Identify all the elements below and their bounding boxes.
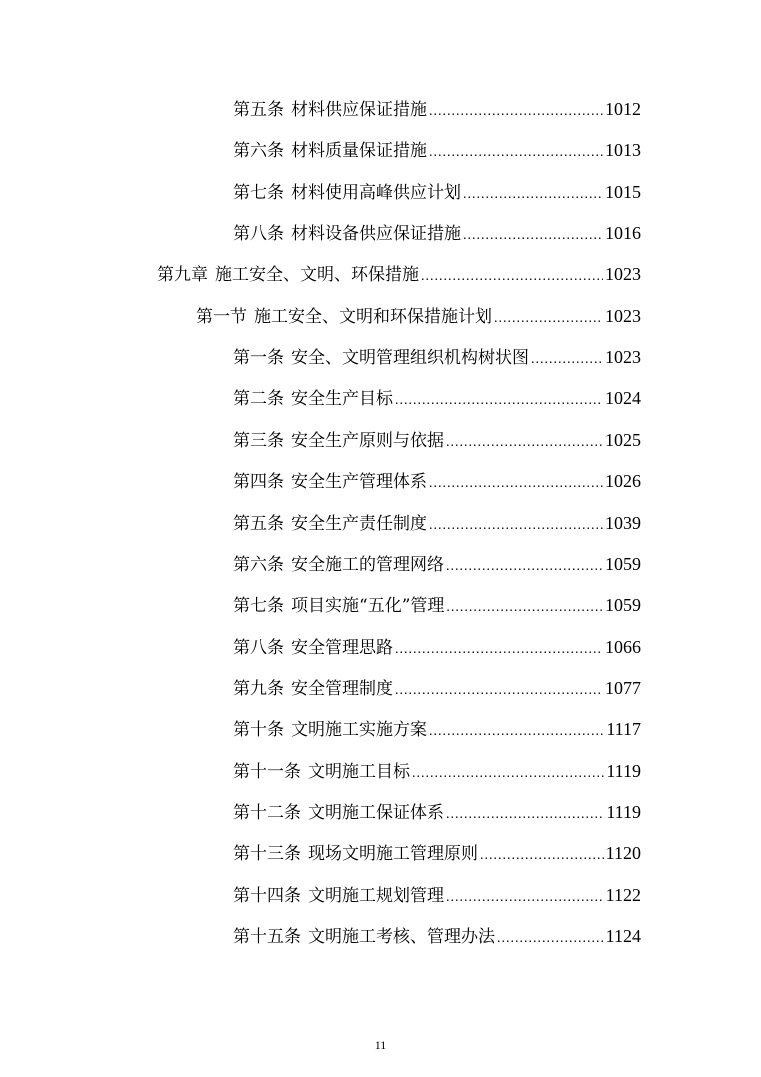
toc-dot-leader xyxy=(446,595,603,621)
toc-entry-page-number: 1023 xyxy=(605,347,641,368)
toc-entry[interactable] xyxy=(233,344,641,370)
toc-entry-page-number: 1024 xyxy=(605,388,641,409)
toc-entry-label: 第八条 xyxy=(233,637,284,658)
toc-entry-label: 第十二条 xyxy=(233,802,301,823)
toc-entry[interactable] xyxy=(233,179,641,205)
toc-entry[interactable] xyxy=(233,510,641,536)
toc-entry-page-number: 1120 xyxy=(605,843,641,864)
toc-entry[interactable] xyxy=(233,840,641,866)
toc-entry[interactable] xyxy=(157,261,641,287)
toc-entry-title: 安全管理思路 xyxy=(291,637,393,658)
toc-entry-label: 第五条 xyxy=(233,513,284,534)
toc-entry-title: 安全生产原则与依据 xyxy=(291,430,444,451)
toc-dot-leader xyxy=(494,306,603,332)
toc-dot-leader xyxy=(463,223,603,249)
toc-dot-leader xyxy=(429,719,604,745)
toc-entry-label: 第十五条 xyxy=(233,927,301,947)
toc-entry-label: 第二条 xyxy=(233,389,284,410)
toc-entry-title: 文明施工保证体系 xyxy=(308,802,444,823)
toc-entry-label: 第十四条 xyxy=(233,885,301,906)
toc-entry-page-number: 1025 xyxy=(605,429,641,450)
toc-entry-title: 文明施工考核、管理办法 xyxy=(308,927,495,947)
toc-entry-title: 材料设备供应保证措施 xyxy=(291,224,461,245)
toc-entry-label: 第八条 xyxy=(233,224,284,245)
toc-entry-title: 材料供应保证措施 xyxy=(291,100,427,120)
toc-dot-leader xyxy=(531,347,603,373)
toc-entry-title: 施工安全、文明和环保措施计划 xyxy=(254,306,492,327)
toc-entry-title: 项目实施“五化”管理 xyxy=(291,596,445,617)
toc-dot-leader xyxy=(446,554,603,580)
page-number: 11 xyxy=(374,1038,387,1052)
toc-dot-leader xyxy=(429,513,603,539)
toc-dot-leader xyxy=(446,802,604,828)
toc-entry-label: 第九条 xyxy=(233,678,284,699)
toc-dot-leader xyxy=(421,264,603,290)
toc-entry-title: 材料质量保证措施 xyxy=(291,141,427,162)
toc-entry-page-number: 1119 xyxy=(606,801,641,822)
toc-entry-label: 第十一条 xyxy=(233,761,301,782)
toc-entry-title: 施工安全、文明、环保措施 xyxy=(215,265,419,286)
toc-entry-page-number: 1013 xyxy=(605,140,641,161)
toc-entry-title: 安全生产管理体系 xyxy=(291,472,427,493)
toc-entry[interactable] xyxy=(233,385,641,411)
toc-dot-leader xyxy=(395,388,603,414)
toc-entry-title: 文明施工实施方案 xyxy=(291,720,427,741)
toc-entry-page-number: 1026 xyxy=(605,471,641,492)
toc-entry-label: 第七条 xyxy=(233,182,284,203)
toc-entry-title: 文明施工目标 xyxy=(308,761,410,782)
toc-entry-title: 安全管理制度 xyxy=(291,678,393,699)
toc-entry-label: 第六条 xyxy=(233,141,284,162)
toc-entry[interactable] xyxy=(233,882,641,908)
toc-dot-leader xyxy=(480,843,604,869)
toc-entry[interactable] xyxy=(233,716,641,742)
toc-entry[interactable] xyxy=(233,634,641,660)
toc-entry-title: 现场文明施工管理原则 xyxy=(308,844,478,865)
toc-entry-label: 第九章 xyxy=(157,265,208,286)
toc-dot-leader xyxy=(497,926,604,952)
toc-entry-page-number: 1066 xyxy=(605,636,641,657)
toc-entry-page-number: 1119 xyxy=(606,760,641,781)
toc-dot-leader xyxy=(429,471,603,497)
toc-dot-leader xyxy=(463,182,603,208)
toc-dot-leader xyxy=(412,761,604,787)
toc-entry[interactable] xyxy=(233,137,641,163)
toc-dot-leader xyxy=(395,678,603,704)
toc-entry-page-number: 1077 xyxy=(605,677,641,698)
toc-entry-title: 安全施工的管理网络 xyxy=(291,554,444,575)
toc-entry-label: 第七条 xyxy=(233,596,284,617)
toc-entry-page-number: 1059 xyxy=(605,553,641,574)
toc-entry-label: 第一节 xyxy=(196,306,247,327)
toc-entry[interactable] xyxy=(233,592,641,618)
toc-entry-page-number: 1023 xyxy=(605,264,641,285)
toc-entry-page-number: 1059 xyxy=(605,595,641,616)
toc-entry-label: 第十条 xyxy=(233,720,284,741)
toc-entry-title: 安全生产目标 xyxy=(291,389,393,410)
toc-entry[interactable] xyxy=(233,799,641,825)
toc-entry-label: 第四条 xyxy=(233,472,284,493)
toc-entry-page-number: 1039 xyxy=(605,512,641,533)
toc-entry-label: 第六条 xyxy=(233,554,284,575)
toc-dot-leader xyxy=(395,637,603,663)
toc-entry[interactable] xyxy=(233,758,641,784)
toc-entry-title: 安全生产责任制度 xyxy=(291,513,427,534)
toc-dot-leader xyxy=(429,140,603,166)
toc-entry[interactable] xyxy=(233,220,641,246)
toc-dot-leader xyxy=(429,99,603,125)
toc-entry[interactable] xyxy=(196,303,641,329)
toc-entry[interactable] xyxy=(233,427,641,453)
toc-entry[interactable] xyxy=(233,551,641,577)
toc-dot-leader xyxy=(446,430,603,456)
toc-entry[interactable] xyxy=(233,468,641,494)
toc-entry-label: 第十三条 xyxy=(233,844,301,865)
toc-entry-page-number: 1016 xyxy=(605,223,641,244)
toc-entry[interactable] xyxy=(233,923,641,949)
toc-entry-page-number: 1122 xyxy=(605,884,641,905)
toc-entry-title: 文明施工规划管理 xyxy=(308,885,444,906)
toc-entry-label: 第五条 xyxy=(233,100,284,120)
toc-entry-page-number: 1023 xyxy=(605,305,641,326)
toc-entry-page-number: 1015 xyxy=(605,181,641,202)
toc-entry-title: 安全、文明管理组织机构树状图 xyxy=(291,348,529,369)
toc-entry-page-number: 1117 xyxy=(606,719,641,740)
toc-entry-page-number: 1012 xyxy=(605,99,641,119)
toc-entry[interactable] xyxy=(233,96,641,122)
toc-dot-leader xyxy=(446,885,604,911)
toc-entry[interactable] xyxy=(233,675,641,701)
toc-entry-label: 第一条 xyxy=(233,348,284,369)
toc-entry-label: 第三条 xyxy=(233,430,284,451)
toc-entry-title: 材料使用高峰供应计划 xyxy=(291,182,461,203)
toc-entry-page-number: 1124 xyxy=(605,926,641,946)
